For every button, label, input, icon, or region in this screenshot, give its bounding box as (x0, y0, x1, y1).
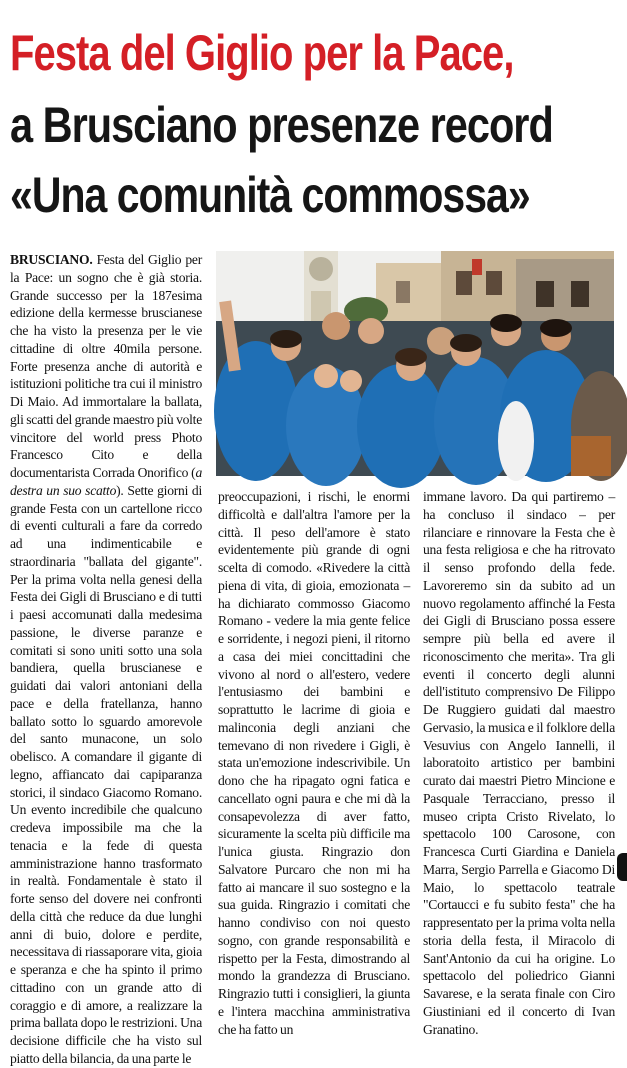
article-text-1a: Festa del Giglio per la Pace: un sogno che è già storia. Grande successo per la 187esima edizione della kermesse bruscianese che ha visto la presenza per le vie cittadine di oltre 40mila persone. Forte presenza anche di autorità e istituzioni politiche tra cui il ministro Di Maio. Ad immortalare la ballata, gli scatti del grande maestro più volte vincitore del world press Photo Francesco Cito e della documentarista Corrada Onorifico ( (10, 252, 202, 480)
dateline: BRUSCIANO. (10, 252, 93, 267)
headline-line-1: Festa del Giglio per la Pace, (10, 25, 514, 81)
article-text-1b: ). Sette giorni di grande Festa con un cartellone ricco di eventi culturali a fare da corredo ad una indimenticabile e straordinaria "ballata del gigante". Per la prima volta nella genesi della Festa dei Gigli di Brusciano e di tutti i paesi accomunati dalla medesima passione, le diverse paranze e comitati si sono uniti sotto una sola bandiera, quella bruscianese e guidati dai valori antoniani della pace e della fratellanza, hanno ballato sotto lo sguardo amorevole del santo munacone, un solo obelisco. A comandare il gigante di legno, affiancato dai capiparanza storici, il sindaco Giacomo Romano. Un evento incredibile che qualcuno credeva impossibile ma che la tenacia e la fede di questa amministrazione hanno trasformato in realtà. Fondamentale è stato il forte senso del dovere nei confronti della città che reduce da due lunghi anni di buio, dolore e perdite, necessitava di riassaporare vita, gioia e speranza e che ha spinto il primo cittadino con un grande atto di coraggio e di amore, a realizzare la prima ballata dopo le restrizioni. Una decisione difficile che ha visto sul piatto della bilancia, da una parte le (10, 482, 202, 1066)
article-column-3: immane lavoro. Da qui partiremo – ha concluso il sindaco – per rilanciare e rinnovare la Festa che è una festa religiosa e che ha ritrovato il senso profondo della fede. Lavoreremo sin da subito ad un nuovo regolamento affinché la Festa dei Gigli di Brusciano possa essere sempre più bella ed avere il riconoscimento che merita». Tra gli eventi il concerto degli alunni dell'istituto comprensivo De Filippo De Ruggiero guidati dal maestro Gervasio, la musica e il folklore della Vesuvius con Angelo Iannelli, il laboratoito artistico per bambini curato dai maestri Pietro Mincione e Pasquale Terracciano, presso il museo cripta Cristo Rivelato, lo spettacolo 100 Carosone, con Francesca Curti Giardina e Daniela Marra, Sergio Parrella e Giacomo Di Maio, lo spettacolo teatrale "Cortaucci e fu subito festa" che ha rappresentato per la prima volta nella storia della festa, il Miracolo di Sant'Antonio da cui ha origine. Lo spettacolo del poliedrico Gianni Savarese, e la serata finale con Ciro Giustiniani ed il concerto di Ivan Granatino. (423, 489, 615, 1037)
headline-line-2: a Brusciano presenze record (10, 97, 553, 153)
headline-line-3: «Una comunità commossa» (10, 167, 530, 223)
photo-credit-note: a destra un suo scatto (10, 465, 202, 498)
page-edge-mark (617, 853, 627, 881)
article-column-1 (10, 251, 202, 1066)
festival-photo-illustration (216, 251, 614, 476)
festival-photo (216, 251, 614, 476)
article-column-2: preoccupazioni, i rischi, le enormi difficoltà e dall'altra l'amore per la città. Il peso dell'amore è stato evidentemente più grande di ogni scelta di comodo. «Rivedere la città piena di vita, di gioia, emozionata – ha dichiarato commosso Giacomo Romano - vedere la mia gente felice e sorridente, i negozi pieni, il ritorno a casa dei miei concittadini che vivono al nord o all'estero, vedere l'entusiasmo dei bambini e soprattutto le lacrime di gioia e malinconia degli anziani che temevano di non rivedere i Gigli, è stata un'emozione indescrivibile. Un dono che ha ripagato ogni fatica e cancellato ogni paura e che mi dà la consapevolezza di aver fatto, sicuramente la scelta più difficile ma l'unica giusta. Ringrazio don Salvatore Purcaro che non mi ha fatto ai mancare il suo sostegno e la sua guida. Ringrazio i comitati che hanno condiviso con noi questo sogno, con grande responsabilità e rispetto per la Festa, dimostrando al mondo la grandezza di Brusciano. Ringrazio tutti i consiglieri, la giunta e l'intera macchina amministrativa che ha fatto un (218, 489, 410, 1037)
